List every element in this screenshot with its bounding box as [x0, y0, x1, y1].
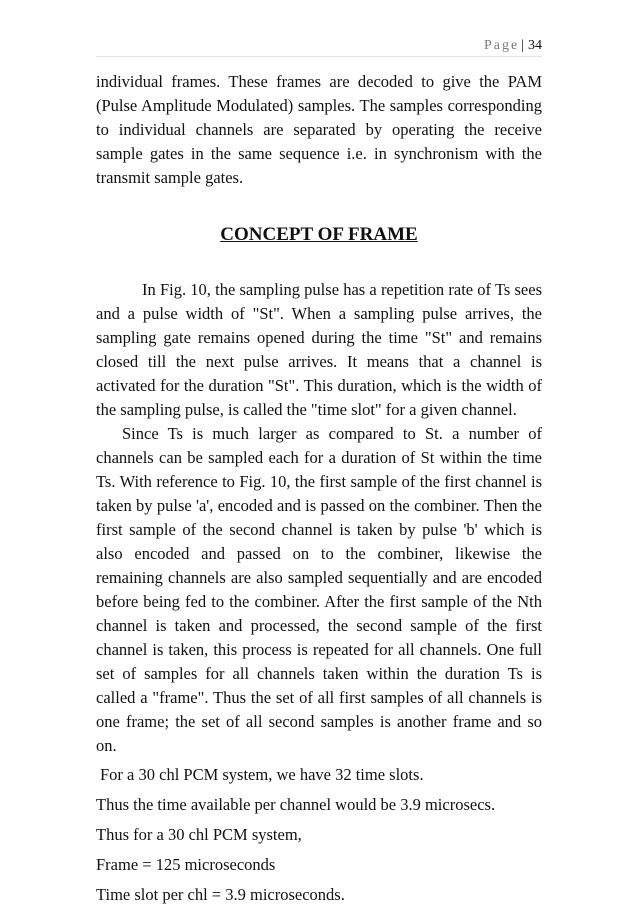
section-heading: CONCEPT OF FRAME [220, 224, 418, 245]
line-30chl-system: Thus for a 30 chl PCM system, [96, 825, 302, 844]
page-number: 34 [528, 38, 542, 53]
paragraph-frame-definition: Since Ts is much larger as compared to St. a number of channels can be sampled each for a duration of St within the time Ts. With reference to Fig. 10, the first sample of the first channel is taken by pulse 'a', encoded and is passed on the combiner. Then the first sample of the second channel is taken by pulse 'b' which is also encoded and passed on to the combiner, likewise the remaining channels are also sampled sequentially and are encoded before being fed to the combiner. After the first sample of the Nth channel is taken and processed, the second sample of the first channel is taken, this process is repeated for all channels. One full set of samples for all channels taken within the duration Ts is called a "frame". Thus the set of all first samples of all channels is one frame; the set of all second samples is another frame and so on. [96, 424, 542, 755]
line-time-slots: For a 30 chl PCM system, we have 32 time slots. [100, 765, 424, 784]
intro-paragraph: individual frames. These frames are decoded to give the PAM (Pulse Amplitude Modulated) samples. The samples corresponding to individual channels are separated by operating the receive sample gates in the same sequence i.e. in synchronism with the transmit sample gates. [96, 72, 542, 187]
page-label: Page [483, 38, 520, 53]
line-frame-duration: Frame = 125 microseconds [96, 855, 276, 874]
line-time-per-channel: Thus the time available per channel would be 3.9 microsecs. [96, 795, 496, 814]
page-body [96, 70, 542, 908]
line-time-slot-duration: Time slot per chl = 3.9 microseconds. [96, 885, 345, 904]
page-separator: | [521, 38, 524, 53]
paragraph-sampling-pulse: In Fig. 10, the sampling pulse has a repetition rate of Ts sees and a pulse width of "St". When a sampling pulse arrives, the sampling gate remains opened during the time "St" and remains closed till the next pulse arrives. It means that a channel is activated for the duration "St". This duration, which is the width of the sampling pulse, is called the "time slot" for a given channel. [96, 280, 542, 419]
header-divider [96, 56, 542, 57]
page-header [484, 38, 542, 54]
